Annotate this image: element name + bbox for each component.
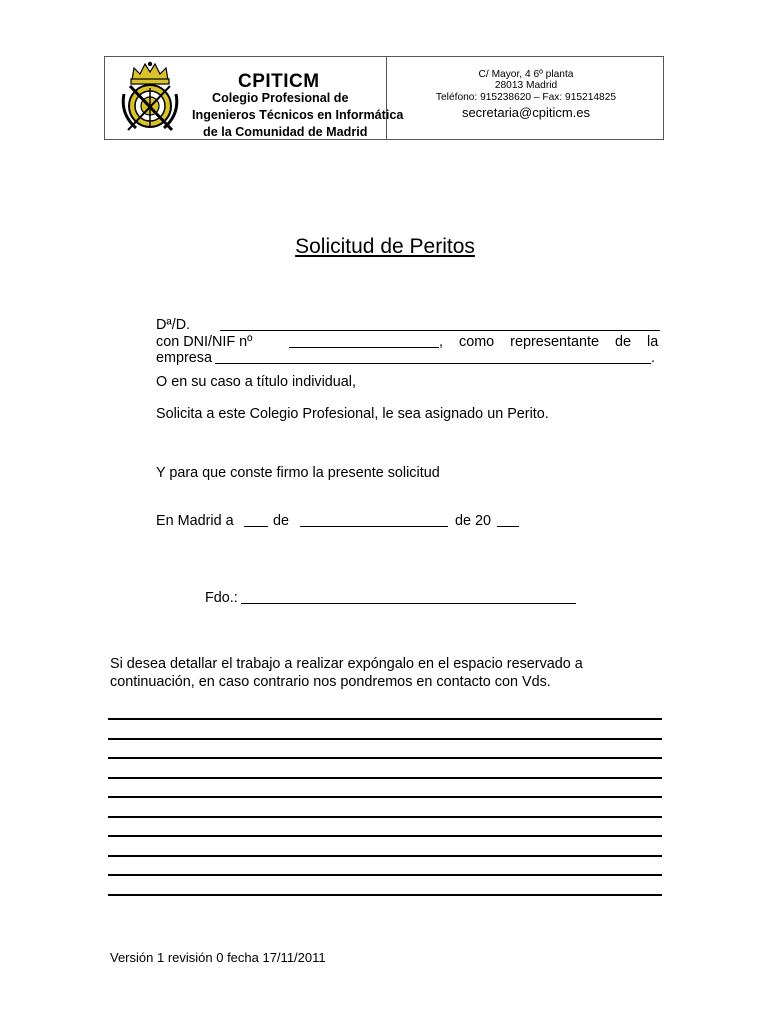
- details-writing-line[interactable]: [108, 835, 662, 837]
- day-field-line[interactable]: [244, 526, 268, 527]
- contact-address: C/ Mayor, 4 6º planta: [478, 69, 574, 80]
- org-name-line-3: de la Comunidad de Madrid: [203, 125, 368, 139]
- place-prefix: En Madrid a: [156, 513, 234, 529]
- details-writing-line[interactable]: [108, 874, 662, 876]
- letterhead-divider: [386, 56, 387, 140]
- signature-field-line[interactable]: [241, 603, 576, 604]
- document-title: Solicitud de Peritos: [295, 235, 475, 258]
- name-field-line[interactable]: [220, 330, 660, 331]
- place-de: de: [273, 513, 290, 529]
- details-writing-line[interactable]: [108, 718, 662, 720]
- dni-field-line[interactable]: [289, 347, 439, 348]
- details-writing-line[interactable]: [108, 796, 662, 798]
- representative-label: , como representante de la: [439, 334, 659, 350]
- details-writing-line[interactable]: [108, 777, 662, 779]
- coat-of-arms-crest-icon: [110, 58, 190, 138]
- company-label: empresa: [156, 350, 212, 366]
- name-label: Dª/D.: [156, 317, 191, 333]
- contact-phone-fax: Teléfono: 915238620 – Fax: 915214825: [435, 92, 617, 103]
- contact-city: 28013 Madrid: [494, 80, 558, 91]
- org-name-line-2: Ingenieros Técnicos en Informática: [192, 108, 404, 122]
- year-field-line[interactable]: [497, 526, 519, 527]
- dni-label: con DNI/NIF nº: [156, 334, 253, 350]
- details-writing-line[interactable]: [108, 757, 662, 759]
- details-instructions-line-1: Si desea detallar el trabajo a realizar expóngalo en el espacio reservado a: [110, 656, 583, 672]
- request-text: Solicita a este Colegio Profesional, le sea asignado un Perito.: [156, 406, 549, 422]
- details-writing-line[interactable]: [108, 894, 662, 896]
- details-writing-line[interactable]: [108, 738, 662, 740]
- org-acronym: CPITICM: [238, 71, 320, 92]
- details-instructions-line-2: continuación, en caso contrario nos pondremos en contacto con Vds.: [110, 674, 551, 690]
- details-writing-line[interactable]: [108, 855, 662, 857]
- signature-label: Fdo.:: [205, 590, 238, 606]
- month-field-line[interactable]: [300, 526, 448, 527]
- individual-text: O en su caso a título individual,: [156, 374, 356, 390]
- contact-email: secretaria@cpiticm.es: [461, 105, 591, 120]
- company-field-line[interactable]: [215, 363, 651, 364]
- details-writing-line[interactable]: [108, 816, 662, 818]
- place-year: de 20: [455, 513, 492, 529]
- version-footer: Versión 1 revisión 0 fecha 17/11/2011: [110, 950, 326, 965]
- conste-text: Y para que conste firmo la presente solicitud: [156, 465, 440, 481]
- org-name-line-1: Colegio Profesional de: [212, 91, 349, 105]
- company-end-dot: .: [651, 350, 655, 366]
